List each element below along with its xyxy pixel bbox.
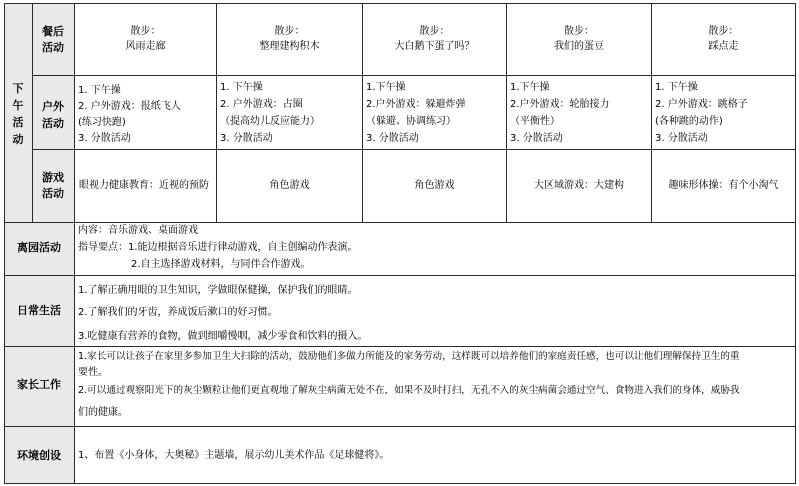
parent-work-line-3: 2.可以通过观察阳光下的灰尘颗粒让他们更直观地了解灰尘病菌无处不在，如果不及时打扫，无孔不入的灰尘病菌会通过空气、食物进入我们的身体，威胁我 <box>78 385 740 396</box>
game-cell-3: 角色游戏 <box>414 180 455 191</box>
after-meal-cell-4: 散步： 我们的蛋豆 <box>554 26 604 52</box>
game-cell-2: 角色游戏 <box>269 180 310 191</box>
after-meal-cell-1: 散步： 风雨走廊 <box>125 26 166 52</box>
leave-activity-label: 离园活动 <box>17 241 61 254</box>
bottom-label-column-bg <box>4 222 74 483</box>
grid-line <box>32 149 796 150</box>
outdoor-cell-2: 1. 下午操 2. 户外游戏：占圈 （提高幼儿反应能力） 3. 分散活动 <box>220 82 320 144</box>
parent-work-line-2: 要性。 <box>78 367 108 378</box>
grid-line <box>4 483 796 484</box>
grid-line <box>32 75 796 76</box>
grid-line <box>74 3 75 484</box>
game-activity-label: 游戏 活动 <box>42 171 64 200</box>
grid-line <box>795 3 796 484</box>
daily-life-line-1: 1.了解正确用眼的卫生知识，学做眼保健操，保护我们的眼睛。 <box>78 285 358 296</box>
game-cell-1: 眼视力健康教育：近视的预防 <box>79 180 209 191</box>
leave-activity-line-1: 内容：音乐游戏、桌面游戏 <box>78 225 198 236</box>
grid-line <box>4 3 796 4</box>
after-meal-activity-label: 餐后 活动 <box>42 25 64 54</box>
after-meal-cell-5: 散步： 踩点走 <box>708 26 739 52</box>
environment-line-1: 1、布置《小身体，大奥秘》主题墙，展示幼儿美术作品《足球健将》。 <box>78 450 390 461</box>
grid-line <box>4 346 796 347</box>
daily-life-label: 日常生活 <box>17 304 61 317</box>
after-meal-cell-2: 散步： 整理建构积木 <box>259 26 320 52</box>
outdoor-cell-3: 1.下午操 2.户外游戏：躲避炸弹 （躲避、协调练习） 3. 分散活动 <box>366 82 466 144</box>
game-cell-4: 大区域游戏：大建构 <box>534 180 624 191</box>
grid-line <box>4 275 796 276</box>
outdoor-cell-4: 1.下午操 2.户外游戏：轮胎接力 （平衡性） 3. 分散活动 <box>510 82 610 144</box>
game-cell-5: 趣味形体操：有个小淘气 <box>668 180 779 191</box>
leave-activity-line-2: 指导要点：1.能边根据音乐进行律动游戏，自主创编动作表演。 <box>78 242 358 253</box>
parent-work-line-1: 1.家长可以让孩子在家里多参加卫生大扫除的活动，鼓励他们多做力所能及的家务劳动，这样既可以培养他们的家庭责任感，也可以让他们理解保持卫生的重 <box>78 351 740 362</box>
parent-work-line-4: 们的健康。 <box>78 407 128 418</box>
grid-line <box>4 426 796 427</box>
outdoor-cell-1: 1. 下午操 2. 户外游戏：报纸飞人 (练习快跑) 3. 分散活动 <box>78 85 181 144</box>
daily-life-line-3: 3.吃健康有营养的食物，做到细嚼慢咽，减少零食和饮料的摄入。 <box>78 331 368 342</box>
after-meal-cell-3: 散步： 大白鹅下蛋了吗？ <box>394 26 475 52</box>
environment-label: 环境创设 <box>17 449 61 462</box>
outdoor-cell-5: 1. 下午操 2. 户外游戏：跳格子 (各种跳的动作) 3. 分散活动 <box>655 82 748 144</box>
leave-activity-line-3: 2.自主选择游戏材料，与同伴合作游戏。 <box>131 259 311 270</box>
parent-work-label: 家长工作 <box>17 378 61 391</box>
daily-life-line-2: 2.了解我们的牙齿，养成饭后漱口的好习惯。 <box>78 307 278 318</box>
afternoon-label: 下 午 活 动 <box>12 82 24 146</box>
outdoor-activity-label: 户外 活动 <box>42 100 64 130</box>
